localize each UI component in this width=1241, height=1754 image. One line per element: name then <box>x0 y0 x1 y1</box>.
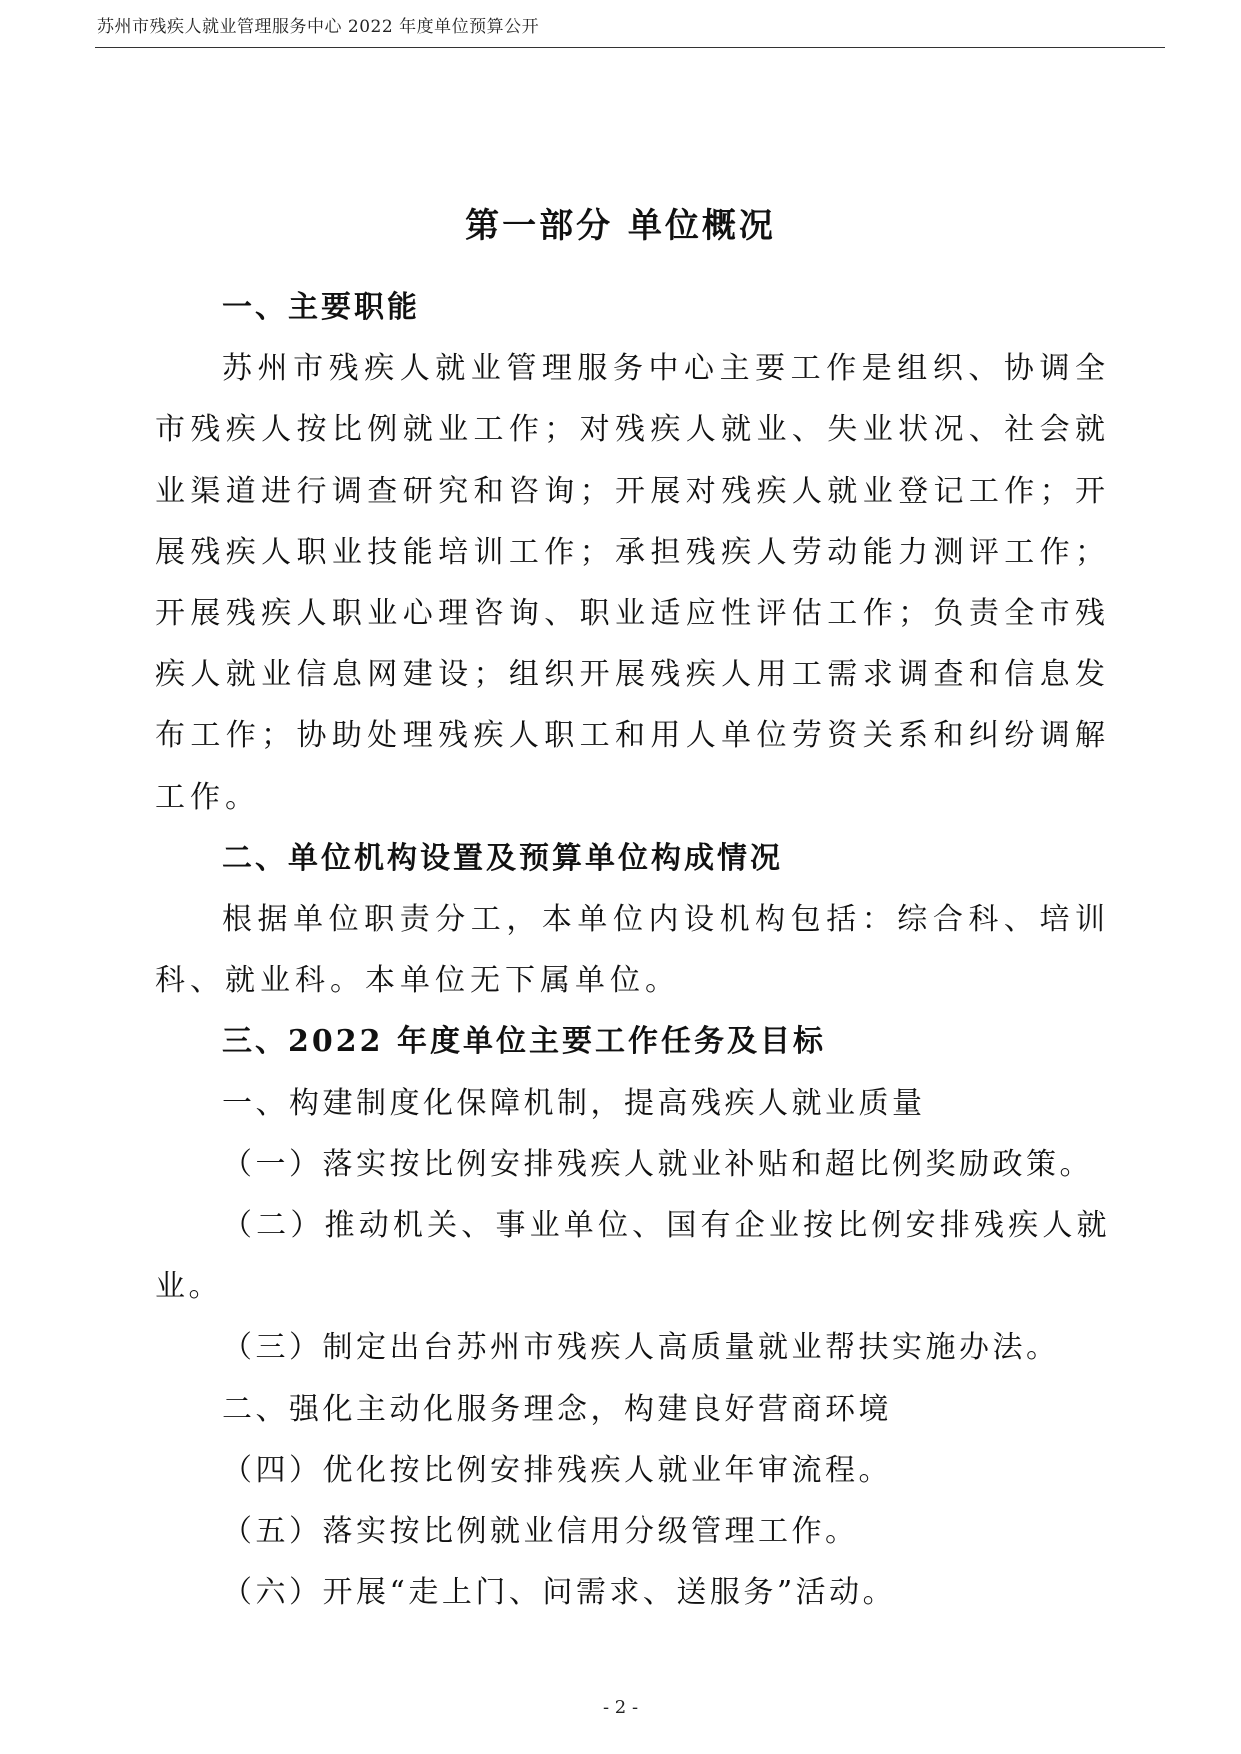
list-item: （六）开展“走上门、问需求、送服务”活动。 <box>222 1575 897 1611</box>
running-header: 苏州市残疾人就业管理服务中心 2022 年度单位预算公开 <box>97 17 540 37</box>
list-item: （一）落实按比例安排残疾人就业补贴和超比例奖励政策。 <box>222 1146 1093 1182</box>
page-number: - 2 - <box>602 1697 639 1718</box>
list-item: （四）优化按比例安排残疾人就业年审流程。 <box>222 1452 892 1488</box>
paragraph: 根据单位职责分工，本单位内设机构包括：综合科、培训科、就业科。本单位无下属单位。 <box>155 902 1110 999</box>
header-divider <box>95 47 1165 48</box>
section-heading: 二、单位机构设置及预算单位构成情况 <box>222 840 783 876</box>
section-heading: 三、2022 年度单位主要工作任务及目标 <box>222 1024 826 1060</box>
list-item: 二、强化主动化服务理念，构建良好营商环境 <box>222 1391 892 1427</box>
list-item: （五）落实按比例就业信用分级管理工作。 <box>222 1514 859 1550</box>
part-title: 第一部分 单位概况 <box>465 206 776 246</box>
paragraph: 苏州市残疾人就业管理服务中心主要工作是组织、协调全市残疾人按比例就业工作；对残疾人就业、失业状况、社会就业渠道进行调查研究和咨询；开展对残疾人就业登记工作；开展残疾人职业技能培训工作；承担残疾人劳动能力测评工作；开展残疾人职业心理咨询、职业适应性评估工作；负责全市残疾人就业信息网建设；组织开展残疾人用工需求调查和信息发布工作；协助处理残疾人职工和用人单位劳资关系和纠纷调解工作。 <box>155 351 1110 815</box>
list-item: （三）制定出台苏州市残疾人高质量就业帮扶实施办法。 <box>222 1330 1060 1366</box>
section-heading: 一、主要职能 <box>222 290 420 325</box>
document-body <box>155 277 1110 1623</box>
list-item: （二）推动机关、事业单位、国有企业按比例安排残疾人就业。 <box>155 1208 1110 1305</box>
list-item: 一、构建制度化保障机制，提高残疾人就业质量 <box>222 1085 926 1121</box>
